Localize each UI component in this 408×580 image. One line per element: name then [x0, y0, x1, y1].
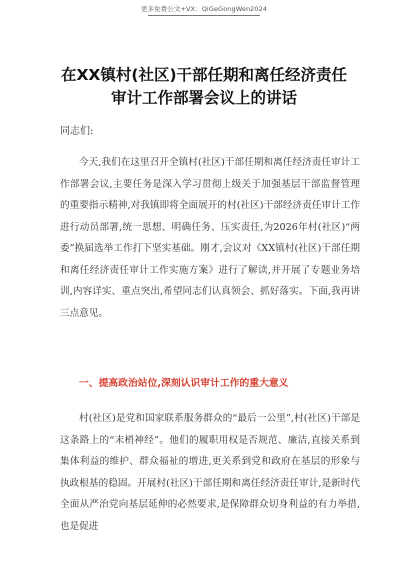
document-title	[40, 64, 368, 110]
title-line-2: 审计工作部署会议上的讲话	[110, 89, 297, 107]
title-line-1: 在XX镇村(社区)干部任期和离任经济责任	[60, 66, 348, 84]
page-header	[0, 0, 408, 22]
body-paragraph-2: 村(社区)是党和国家联系服务群众的“最后一公里”,村(社区)干部是这条路上的“末梢神经”。他们的履职用权是否规范、廉洁,直接关系到集体利益的维护、群众福祉的增进,更关系到党和政府在基层的形象与执政根基的稳固。开展村(社区)干部任期和离任经济责任审计,是新时代全面从严治党向基层延伸的必然要求,是保障群众切身利益的有力举措,也是促进	[60, 413, 360, 532]
body-paragraph-1: 今天,我们在这里召开全镇村(社区)干部任期和离任经济责任审计工作部署会议,主要任务是深入学习贯彻上级关于加强基层干部监督管理的重要指示精神,对我镇即将全面展开的村(社区)干部经济责任审计工作进行动员部署,统一思想、明确任务、压实责任,为2026年村(社区)“两委”换届选举工作打下坚实基础。刚才,会议对《XX镇村(社区)干部任期和离任经济责任审计工作实施方案》进行了解读,并开展了专题业务培训,内容详实、重点突出,希望同志们认真领会、抓好落实。下面,我再讲三点意见。	[60, 157, 360, 319]
header-note: 更多免费公文+VX：QiGeGongWen2024	[140, 5, 268, 13]
header-divider	[148, 15, 260, 16]
section-heading-1: 一、提高政治站位,深刻认识审计工作的重大意义	[79, 378, 289, 389]
salutation: 同志们:	[60, 126, 94, 137]
